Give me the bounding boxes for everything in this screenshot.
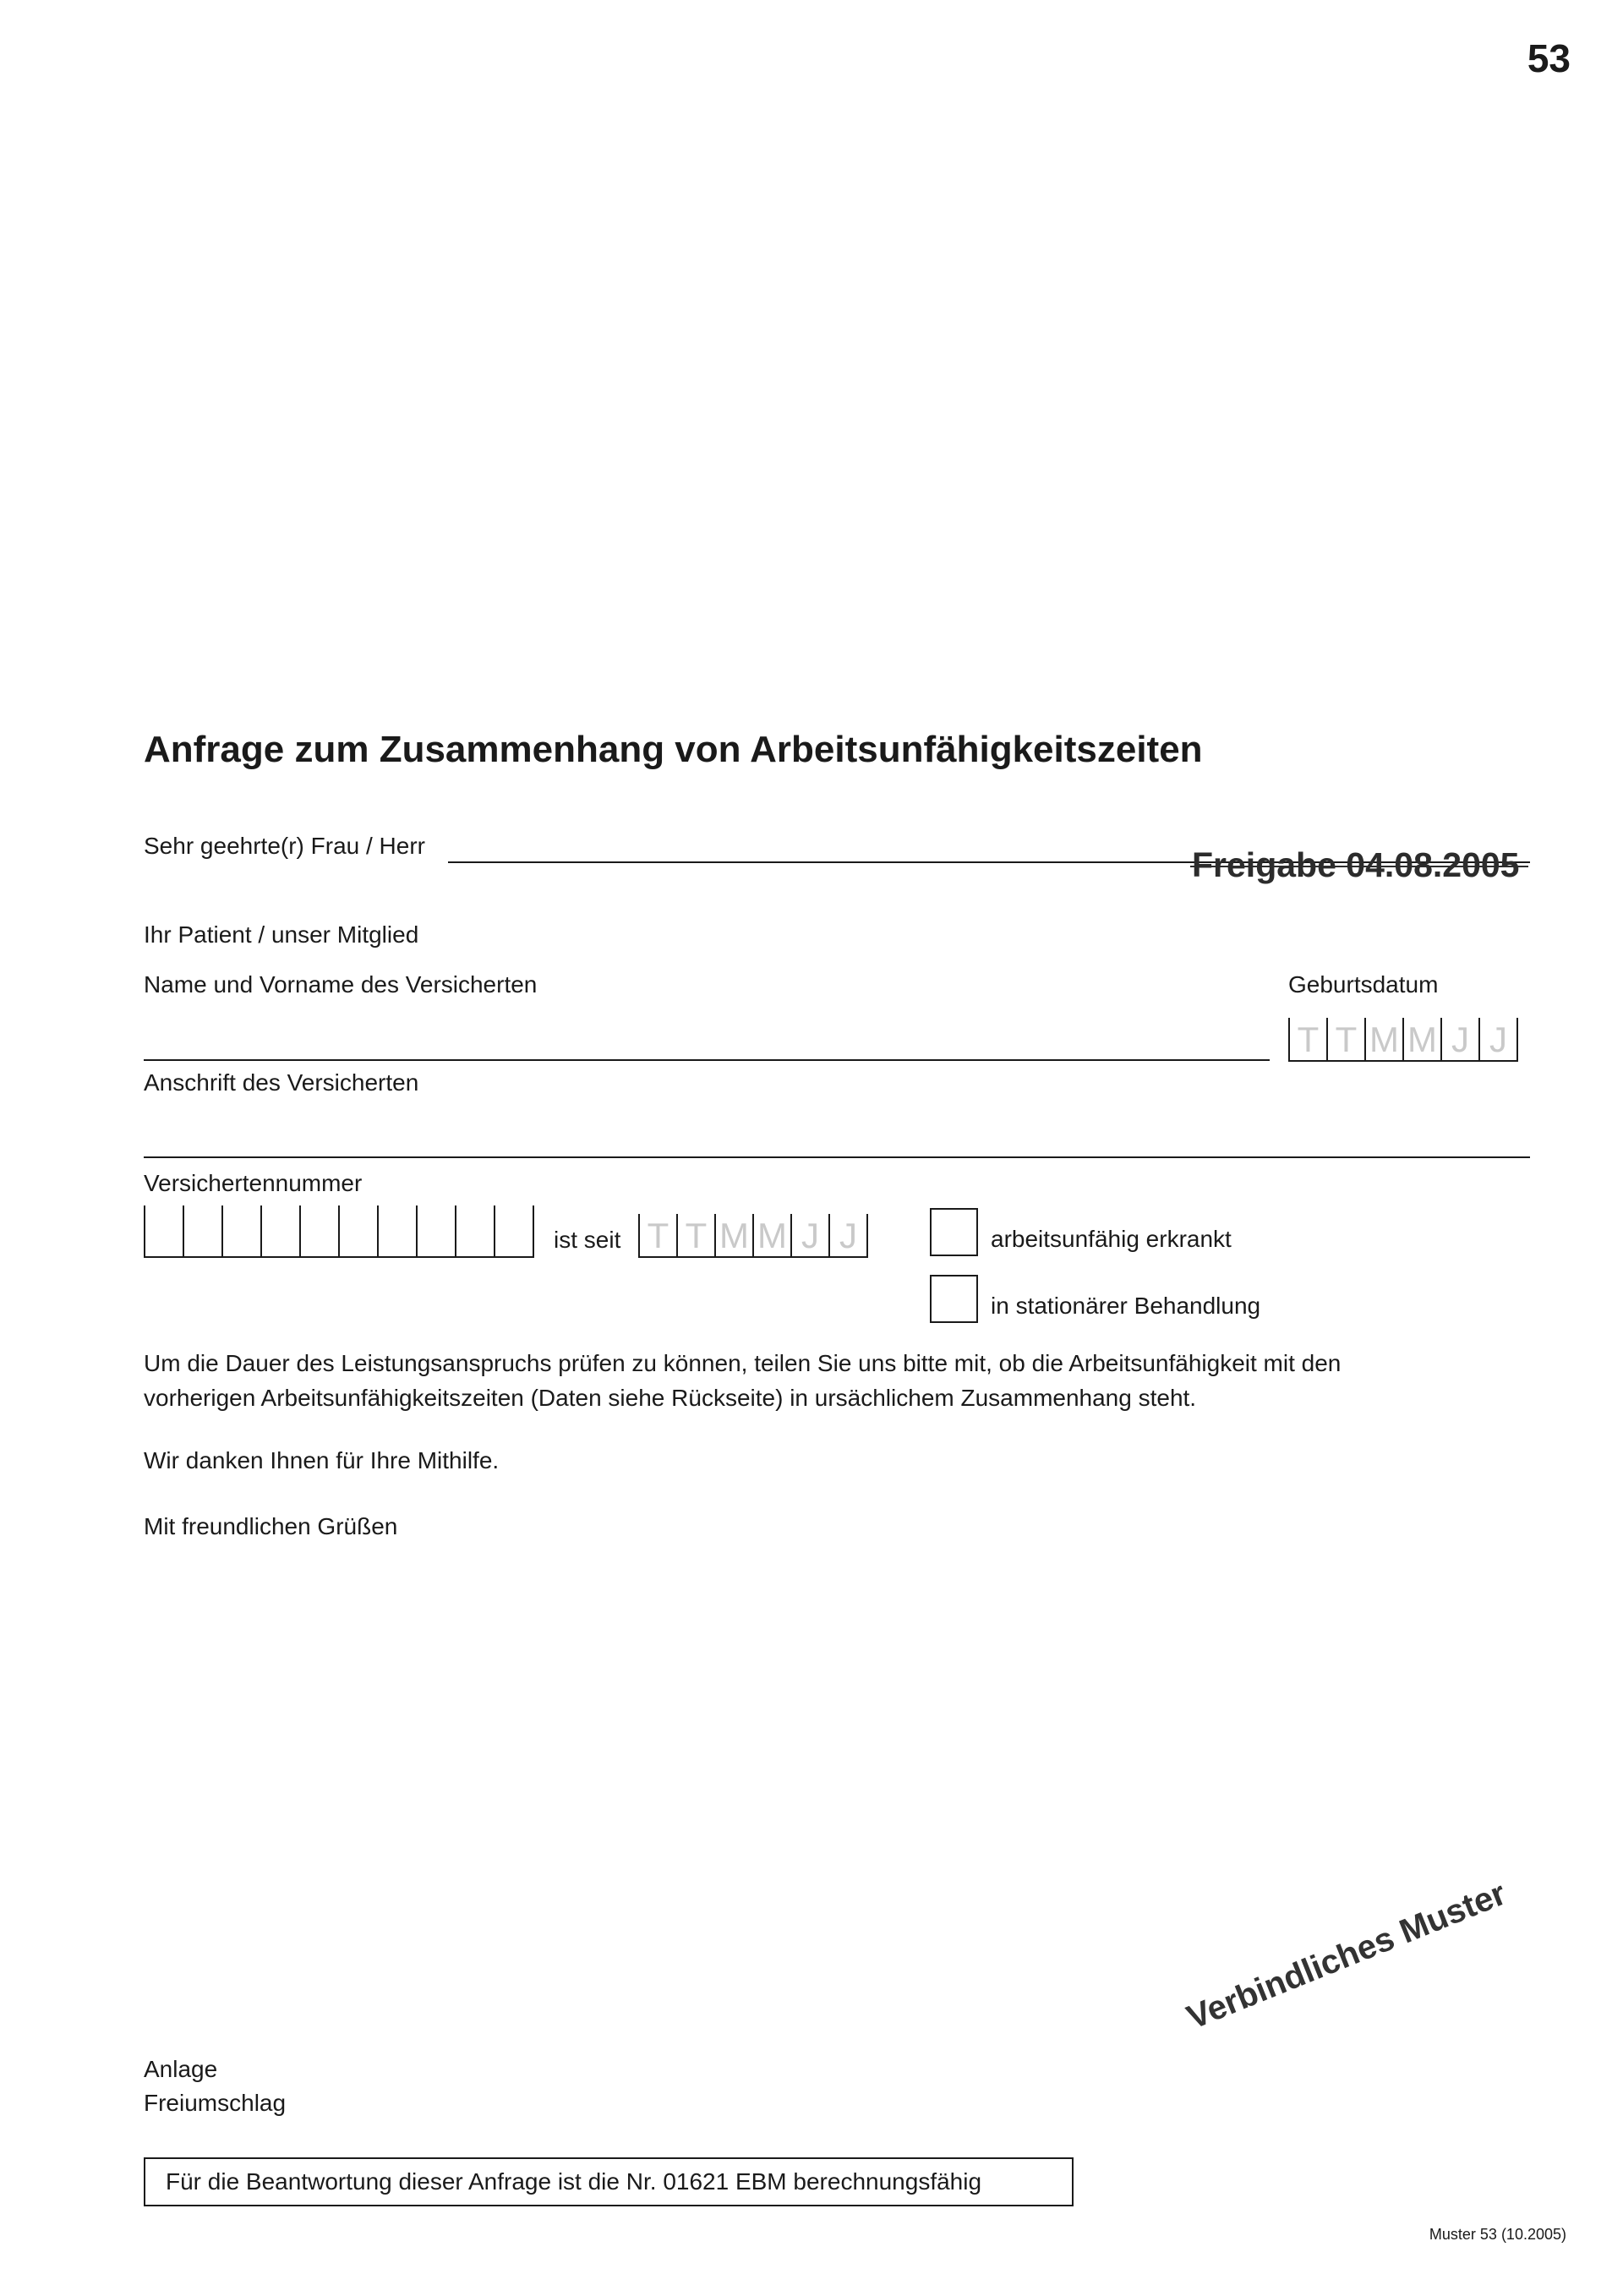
since-label: ist seit <box>554 1227 621 1253</box>
insurance-number-cell[interactable] <box>340 1205 379 1256</box>
sick-checkbox[interactable] <box>930 1208 978 1256</box>
inpatient-label: in stationärer Behandlung <box>991 1293 1261 1319</box>
since-date-cell[interactable]: J <box>830 1214 868 1256</box>
address-line[interactable] <box>144 1156 1530 1158</box>
since-date-cell[interactable]: M <box>754 1214 792 1256</box>
thanks-text: Wir danken Ihnen für Ihre Mithilfe. <box>144 1447 500 1473</box>
release-stamp-strike <box>1190 866 1528 867</box>
form-title: Anfrage zum Zusammenhang von Arbeitsunfähigkeitszeiten <box>144 729 1203 770</box>
salutation-label: Sehr geehrte(r) Frau / Herr <box>144 833 425 859</box>
release-stamp: Freigabe 04.08.2005 <box>1192 845 1520 884</box>
patient-label: Ihr Patient / unser Mitglied <box>144 921 419 948</box>
insurance-number-cell[interactable] <box>223 1205 262 1256</box>
closing-text: Mit freundlichen Grüßen <box>144 1513 398 1539</box>
request-paragraph-line: vorherigen Arbeitsunfähigkeitszeiten (Daten siehe Rückseite) in ursächlichem Zusammenhang steht. <box>144 1385 1197 1411</box>
birthdate-cell[interactable]: M <box>1404 1018 1442 1060</box>
birthdate-label: Geburtsdatum <box>1288 971 1439 998</box>
attachment-item: Freiumschlag <box>144 2090 287 2116</box>
birthdate-cell[interactable]: J <box>1480 1018 1518 1060</box>
name-label: Name und Vorname des Versicherten <box>144 971 538 998</box>
sick-label: arbeitsunfähig erkrankt <box>991 1226 1232 1252</box>
birthdate-cell[interactable]: M <box>1366 1018 1404 1060</box>
birthdate-cell[interactable]: T <box>1328 1018 1366 1060</box>
insurance-number-label: Versichertennummer <box>144 1170 363 1196</box>
name-line[interactable] <box>144 1059 1270 1061</box>
insurance-number-cell[interactable] <box>495 1205 534 1256</box>
since-date-field[interactable] <box>638 1214 868 1258</box>
insurance-number-field[interactable] <box>144 1205 534 1258</box>
attachment-label: Anlage <box>144 2056 218 2082</box>
birthdate-cell[interactable]: T <box>1290 1018 1328 1060</box>
insurance-number-cell[interactable] <box>262 1205 301 1256</box>
request-paragraph <box>144 1346 1341 1415</box>
insurance-number-cell[interactable] <box>456 1205 495 1256</box>
form-id: Muster 53 (10.2005) <box>1429 2226 1566 2243</box>
birthdate-cell[interactable]: J <box>1442 1018 1480 1060</box>
insurance-number-cell[interactable] <box>184 1205 223 1256</box>
insurance-number-cell[interactable] <box>418 1205 456 1256</box>
inpatient-checkbox[interactable] <box>930 1275 978 1323</box>
since-date-cell[interactable]: J <box>792 1214 830 1256</box>
insurance-number-cell[interactable] <box>379 1205 418 1256</box>
page-number: 53 <box>1527 36 1571 80</box>
billing-note: Für die Beantwortung dieser Anfrage ist die Nr. 01621 EBM berechnungsfähig <box>166 2168 982 2195</box>
birthdate-field[interactable] <box>1288 1018 1518 1062</box>
address-label: Anschrift des Versicherten <box>144 1069 419 1096</box>
since-date-cell[interactable]: M <box>716 1214 754 1256</box>
insurance-number-cell[interactable] <box>301 1205 340 1256</box>
insurance-number-cell[interactable] <box>145 1205 184 1256</box>
request-paragraph-line: Um die Dauer des Leistungsanspruchs prüfen zu können, teilen Sie uns bitte mit, ob die Arbeitsunfähigkeit mit den <box>144 1350 1342 1376</box>
since-date-cell[interactable]: T <box>640 1214 678 1256</box>
since-date-cell[interactable]: T <box>678 1214 716 1256</box>
billing-note-box <box>144 2157 1074 2206</box>
binding-sample-watermark: Verbindliches Muster <box>1182 1874 1511 2037</box>
